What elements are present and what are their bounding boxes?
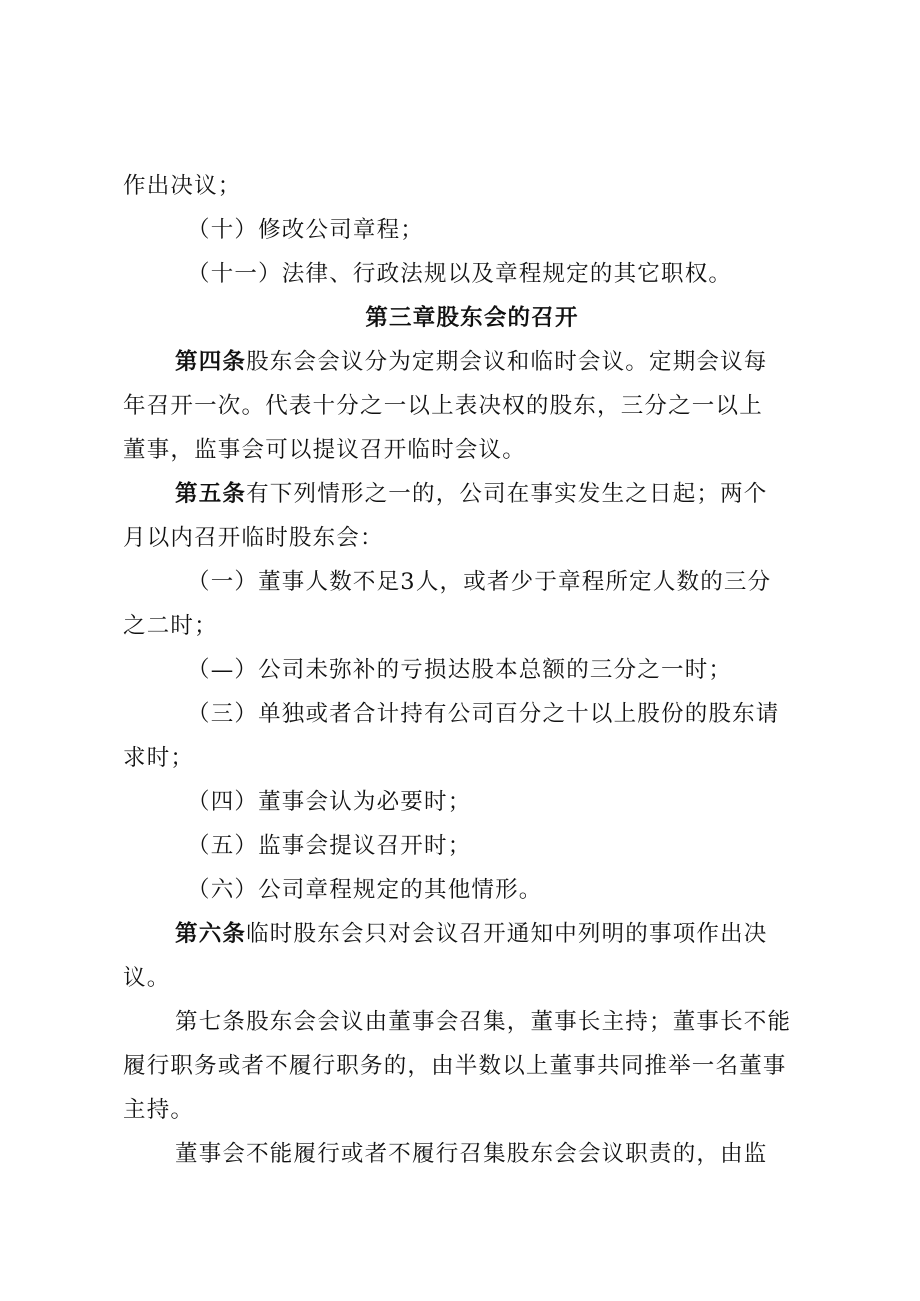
item-1-line-1: （一）董事人数不足3人，或者少于章程所定人数的三分	[187, 569, 772, 595]
article-6-line-2: 议。	[123, 965, 171, 991]
article-5-line-1	[123, 472, 813, 516]
clause-item-10: （十）修改公司章程；	[187, 217, 425, 243]
article-5-label: 第五条	[175, 481, 247, 507]
item-1-line-2: 之二时；	[123, 613, 218, 639]
article-5-text: 有下列情形之一的，公司在事实发生之日起；两个	[246, 481, 768, 507]
item-3-line-2: 求时；	[123, 745, 195, 771]
article-6-label: 第六条	[175, 921, 247, 947]
item-2: （—）公司未弥补的亏损达股本总额的三分之一时；	[187, 657, 733, 683]
article-5-line-2: 月以内召开临时股东会：	[123, 525, 384, 551]
article-4-text: 股东会会议分为定期会议和临时会议。定期会议每	[246, 349, 768, 375]
paragraph-last: 董事会不能履行或者不履行召集股东会会议职责的，由监	[175, 1141, 768, 1167]
article-4-label: 第四条	[175, 349, 247, 375]
chapter-heading: 第三章股东会的召开	[365, 305, 579, 331]
item-6: （六）公司章程规定的其他情形。	[187, 877, 543, 903]
clause-item-11: （十一）法律、行政法规以及章程规定的其它职权。	[187, 261, 733, 287]
article-7-line-2: 履行职务或者不履行职务的，由半数以上董事共同推举一名董事	[123, 1053, 787, 1079]
article-4-line-2: 年召开一次。代表十分之一以上表决权的股东，三分之一以上	[123, 393, 763, 419]
article-4-line-3: 董事，监事会可以提议召开临时会议。	[123, 437, 526, 463]
article-4-line-1	[123, 340, 813, 384]
article-7-line-3: 主持。	[123, 1097, 195, 1123]
article-6-line-1	[123, 912, 813, 956]
item-3-line-1: （三）单独或者合计持有公司百分之十以上股份的股东请	[187, 701, 780, 727]
item-4: （四）董事会认为必要时；	[187, 789, 472, 815]
article-7-line-1: 第七条股东会会议由董事会召集，董事长主持；董事长不能	[175, 1009, 792, 1035]
text-line: 作出决议；	[123, 173, 242, 199]
document-body	[123, 164, 813, 1176]
item-5: （五）监事会提议召开时；	[187, 833, 472, 859]
article-6-text: 临时股东会只对会议召开通知中列明的事项作出决	[246, 921, 768, 947]
